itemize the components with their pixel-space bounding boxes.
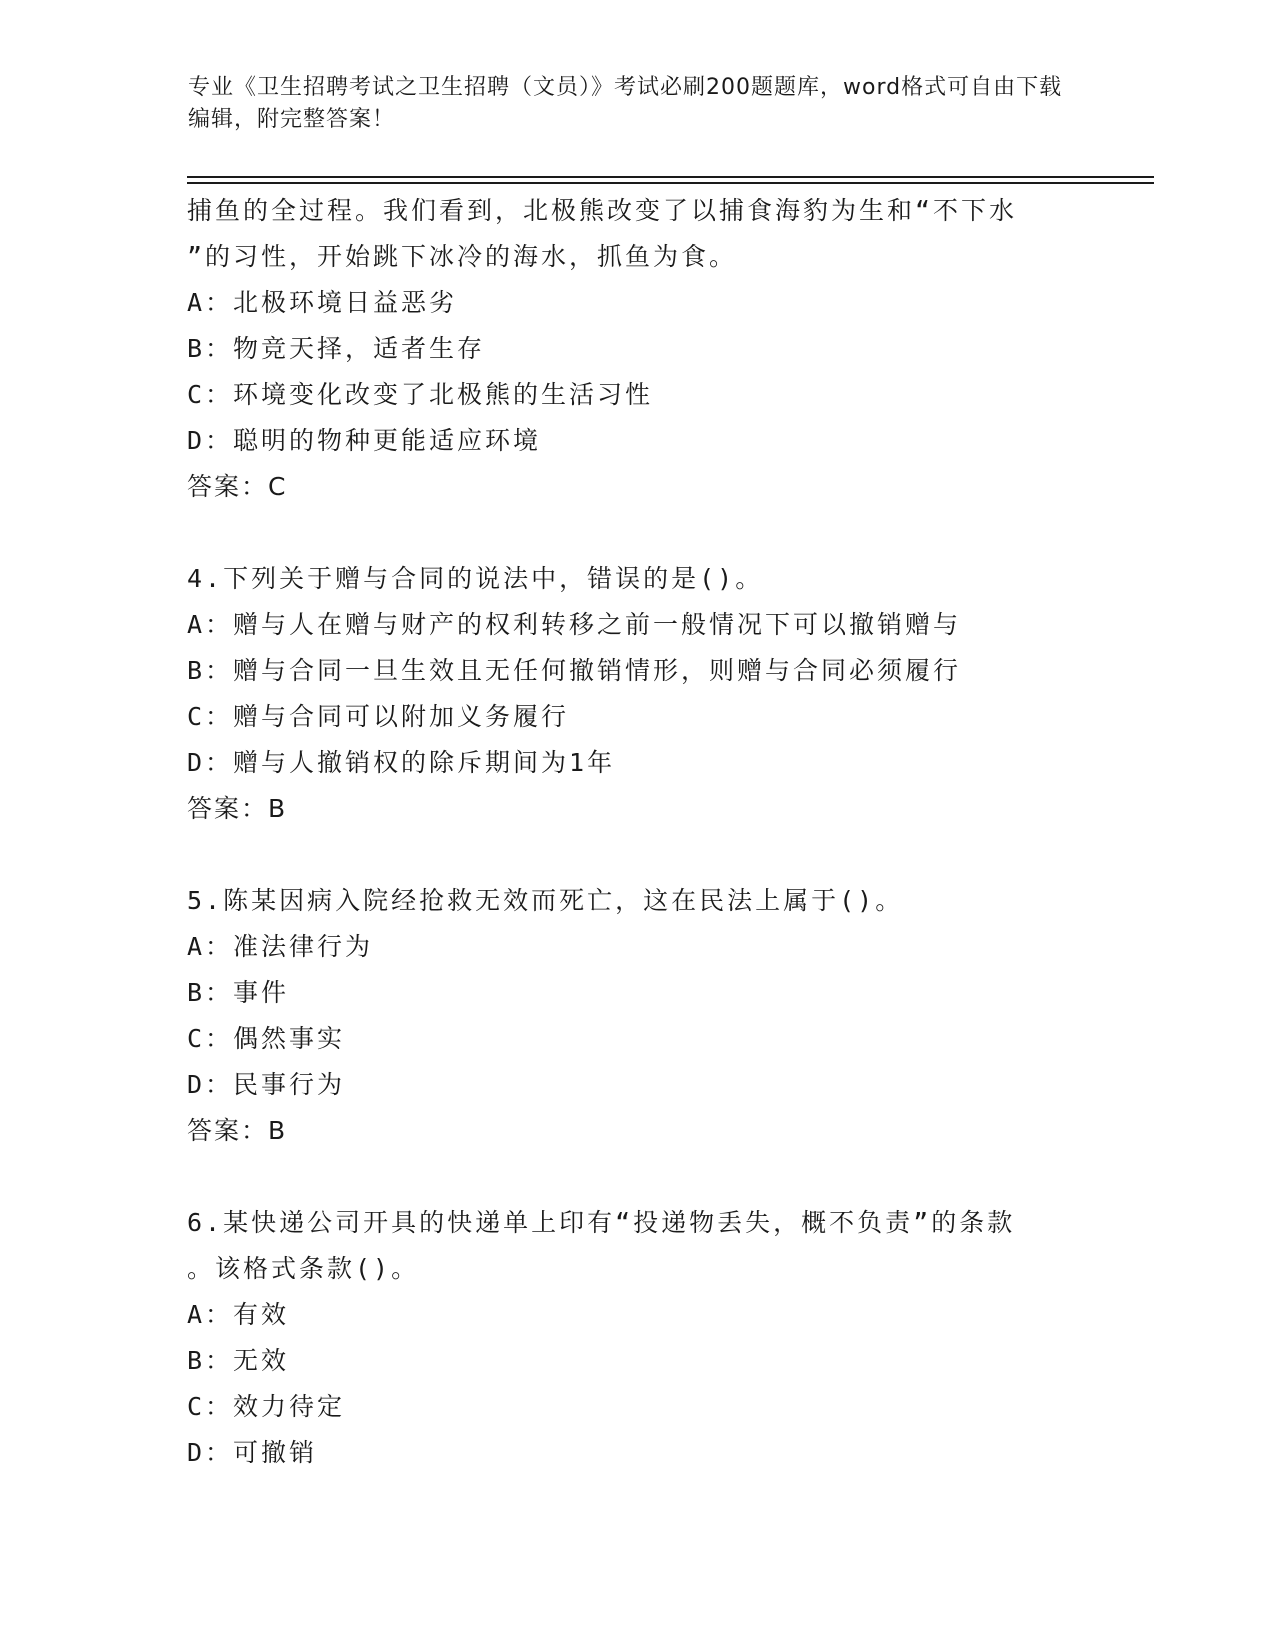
option-d: D：民事行为 — [187, 1070, 346, 1099]
question-3 — [187, 188, 1067, 510]
option-b: B：赠与合同一旦生效且无任何撤销情形，则赠与合同必须履行 — [187, 656, 962, 685]
option-c: C：环境变化改变了北极熊的生活习性 — [187, 380, 654, 409]
question-4 — [187, 556, 1067, 832]
question-stem-line: 4.下列关于赠与合同的说法中，错误的是()。 — [187, 564, 764, 593]
option-b: B：无效 — [187, 1346, 290, 1375]
answer-line: 答案：B — [187, 794, 288, 823]
option-d: D：可撤销 — [187, 1438, 318, 1467]
question-stem-line: 。该格式条款()。 — [187, 1254, 420, 1283]
header-rule-bottom — [187, 182, 1154, 184]
option-a: A：北极环境日益恶劣 — [187, 288, 458, 317]
option-a: A：有效 — [187, 1300, 290, 1329]
option-d: D：赠与人撤销权的除斥期间为1年 — [187, 748, 616, 777]
answer-line: 答案：C — [187, 472, 288, 501]
question-stem-line: 5.陈某因病入院经抢救无效而死亡，这在民法上属于()。 — [187, 886, 904, 915]
option-b: B：物竞天择，适者生存 — [187, 334, 486, 363]
option-c: C：赠与合同可以附加义务履行 — [187, 702, 570, 731]
option-c: C：偶然事实 — [187, 1024, 346, 1053]
spacer — [187, 510, 1067, 556]
option-d: D：聪明的物种更能适应环境 — [187, 426, 542, 455]
question-6 — [187, 1200, 1067, 1476]
question-stem-line: 6.某快递公司开具的快递单上印有“投递物丢失，概不负责”的条款 — [187, 1208, 1016, 1237]
option-a: A：准法律行为 — [187, 932, 374, 961]
option-b: B：事件 — [187, 978, 290, 1007]
question-5 — [187, 878, 1067, 1154]
spacer — [187, 1154, 1067, 1200]
header-rule-top — [187, 176, 1154, 178]
spacer — [187, 832, 1067, 878]
option-c: C：效力待定 — [187, 1392, 346, 1421]
answer-line: 答案：B — [187, 1116, 288, 1145]
option-a: A：赠与人在赠与财产的权利转移之前一般情况下可以撤销赠与 — [187, 610, 962, 639]
question-list — [187, 188, 1067, 1476]
question-stem-line: ”的习性，开始跳下冰冷的海水，抓鱼为食。 — [187, 242, 738, 271]
question-stem-line: 捕鱼的全过程。我们看到，北极熊改变了以捕食海豹为生和“不下水 — [187, 196, 1018, 225]
document-header: 专业《卫生招聘考试之卫生招聘（文员）》考试必刷200题题库，word格式可自由下载编辑，附完整答案！ — [188, 75, 1063, 132]
